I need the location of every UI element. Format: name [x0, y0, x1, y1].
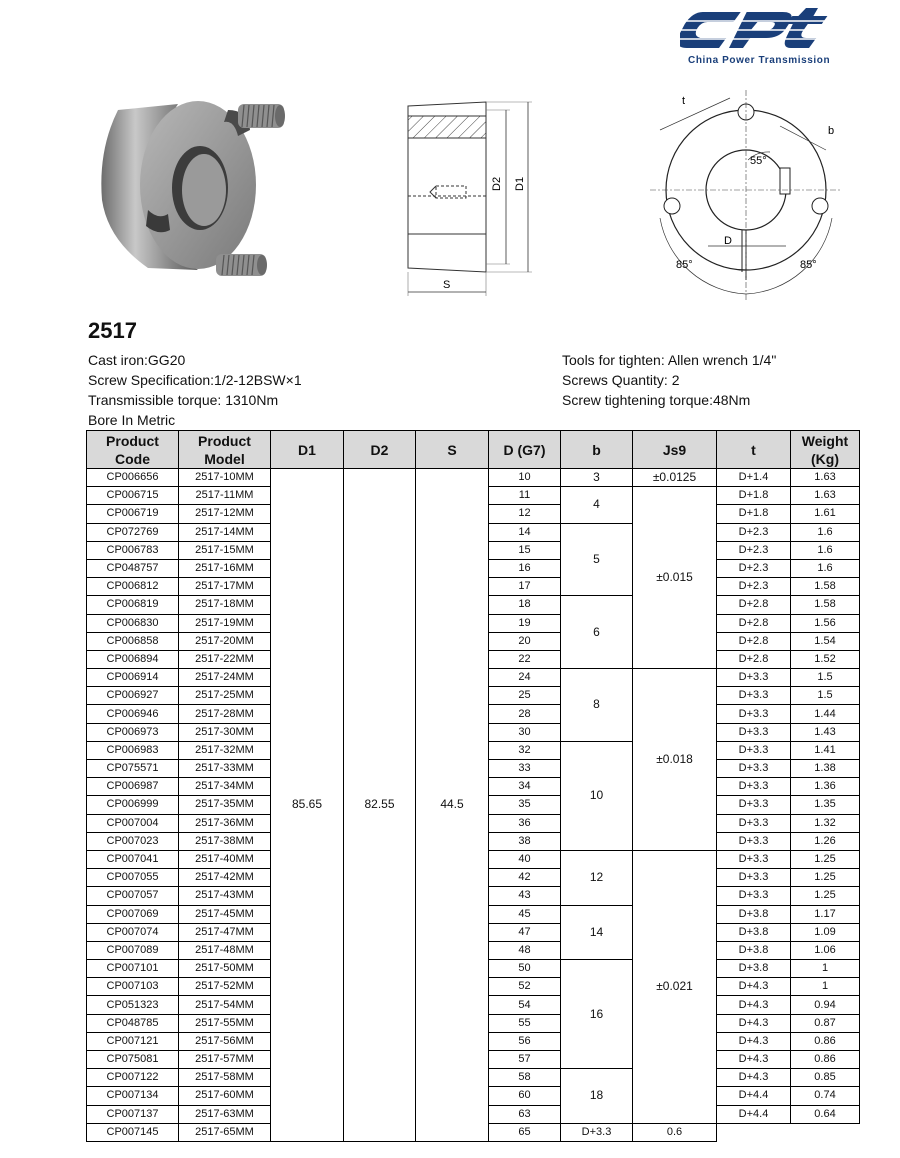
- product-code-cell: CP007074: [87, 923, 179, 941]
- bore-d-cell: 54: [489, 996, 561, 1014]
- product-code-cell: CP006819: [87, 596, 179, 614]
- weight-cell: 1.54: [791, 632, 860, 650]
- t-cell: D+4.3: [717, 1032, 791, 1050]
- bore-d-cell: 25: [489, 687, 561, 705]
- product-code-cell: CP006914: [87, 669, 179, 687]
- bushing-front-drawing: [630, 90, 860, 310]
- t-cell: D+4.3: [717, 978, 791, 996]
- t-cell: D+2.8: [717, 650, 791, 668]
- weight-cell: 1.25: [791, 850, 860, 868]
- bore-d-cell: 35: [489, 796, 561, 814]
- dimension-table: [86, 430, 860, 1142]
- product-model-cell: 2517-40MM: [179, 850, 271, 868]
- spec-list-right: [562, 350, 776, 410]
- t-cell: D+3.3: [717, 705, 791, 723]
- product-model-cell: 2517-65MM: [179, 1123, 271, 1141]
- bore-d-cell: 17: [489, 578, 561, 596]
- weight-cell: 1.5: [791, 687, 860, 705]
- label-t: t: [682, 95, 686, 107]
- header-cell: Product Model: [179, 431, 271, 469]
- weight-cell: 1.25: [791, 869, 860, 887]
- t-cell: D+2.3: [717, 523, 791, 541]
- product-model-cell: 2517-35MM: [179, 796, 271, 814]
- label-s: S: [443, 279, 451, 291]
- header-cell: b: [561, 431, 633, 469]
- t-cell: D+4.3: [717, 1014, 791, 1032]
- weight-cell: 0.74: [791, 1087, 860, 1105]
- weight-cell: 1.44: [791, 705, 860, 723]
- product-model-cell: 2517-58MM: [179, 1069, 271, 1087]
- weight-cell: 1.41: [791, 741, 860, 759]
- t-cell: D+4.3: [717, 996, 791, 1014]
- product-code-cell: CP007103: [87, 978, 179, 996]
- keyway-b-cell: 3: [561, 469, 633, 487]
- keyway-b-cell: 10: [561, 741, 633, 850]
- weight-cell: 1.63: [791, 469, 860, 487]
- table-header-row: [87, 431, 860, 469]
- js9-cell: ±0.021: [633, 850, 717, 1123]
- bore-d-cell: 11: [489, 487, 561, 505]
- t-cell: D+3.8: [717, 941, 791, 959]
- product-model-cell: 2517-18MM: [179, 596, 271, 614]
- product-model-cell: 2517-55MM: [179, 1014, 271, 1032]
- product-code-cell: CP006894: [87, 650, 179, 668]
- weight-cell: 0.64: [791, 1105, 860, 1123]
- product-model-cell: 2517-60MM: [179, 1087, 271, 1105]
- t-cell: D+3.3: [717, 850, 791, 868]
- weight-cell: 1.26: [791, 832, 860, 850]
- t-cell: D+4.3: [717, 1069, 791, 1087]
- weight-cell: 1.58: [791, 578, 860, 596]
- bore-d-cell: 33: [489, 760, 561, 778]
- bore-d-cell: 38: [489, 832, 561, 850]
- bore-d-cell: 10: [489, 469, 561, 487]
- weight-cell: 1.52: [791, 650, 860, 668]
- product-model-cell: 2517-52MM: [179, 978, 271, 996]
- product-model-cell: 2517-48MM: [179, 941, 271, 959]
- bore-d-cell: 19: [489, 614, 561, 632]
- t-cell: D+3.3: [717, 869, 791, 887]
- product-code-cell: CP006812: [87, 578, 179, 596]
- product-code-cell: CP007134: [87, 1087, 179, 1105]
- t-cell: D+4.3: [717, 1051, 791, 1069]
- t-cell: D+1.8: [717, 487, 791, 505]
- product-model-cell: 2517-45MM: [179, 905, 271, 923]
- table-body: [87, 469, 860, 1142]
- t-cell: D+3.8: [717, 905, 791, 923]
- bore-d-cell: 58: [489, 1069, 561, 1087]
- weight-cell: 1.32: [791, 814, 860, 832]
- bore-d-cell: 65: [489, 1123, 561, 1141]
- js9-cell: ±0.015: [633, 487, 717, 669]
- js9-cell: ±0.0125: [633, 469, 717, 487]
- t-cell: D+3.3: [717, 687, 791, 705]
- t-cell: D+3.3: [717, 778, 791, 796]
- header-cell: D1: [271, 431, 344, 469]
- product-model-cell: 2517-63MM: [179, 1105, 271, 1123]
- label-d1: D1: [514, 176, 526, 191]
- weight-cell: 1.38: [791, 760, 860, 778]
- weight-cell: 1.17: [791, 905, 860, 923]
- weight-cell: 0.94: [791, 996, 860, 1014]
- header-cell: S: [416, 431, 489, 469]
- header-cell: D (G7): [489, 431, 561, 469]
- brand-logo: [680, 8, 860, 70]
- spec-screw: Screw Specification:1/2-12BSW×1: [88, 372, 302, 388]
- product-model-cell: 2517-19MM: [179, 614, 271, 632]
- t-cell: D+3.8: [717, 923, 791, 941]
- weight-cell: 1.36: [791, 778, 860, 796]
- label-angle-55: 55°: [750, 155, 767, 167]
- product-code-cell: CP007057: [87, 887, 179, 905]
- keyway-b-cell: 8: [561, 669, 633, 742]
- label-angle-85-right: 85°: [800, 259, 817, 271]
- product-code-cell: CP007023: [87, 832, 179, 850]
- product-model-cell: 2517-11MM: [179, 487, 271, 505]
- s-cell: 44.5: [416, 469, 489, 1142]
- weight-cell: 0.86: [791, 1051, 860, 1069]
- bore-d-cell: 43: [489, 887, 561, 905]
- product-code-cell: CP007055: [87, 869, 179, 887]
- bore-d-cell: 30: [489, 723, 561, 741]
- spec-bore: Bore In Metric: [88, 412, 176, 428]
- t-cell: D+1.4: [717, 469, 791, 487]
- t-cell: D+3.3: [717, 760, 791, 778]
- bore-d-cell: 36: [489, 814, 561, 832]
- js9-cell: ±0.018: [633, 669, 717, 851]
- weight-cell: 0.87: [791, 1014, 860, 1032]
- label-d: D: [724, 235, 732, 247]
- product-code-cell: CP007089: [87, 941, 179, 959]
- bore-d-cell: 63: [489, 1105, 561, 1123]
- bore-d-cell: 16: [489, 559, 561, 577]
- bore-d-cell: 45: [489, 905, 561, 923]
- bore-d-cell: 22: [489, 650, 561, 668]
- t-cell: D+1.8: [717, 505, 791, 523]
- product-model-cell: 2517-20MM: [179, 632, 271, 650]
- header-cell: t: [717, 431, 791, 469]
- product-code-cell: CP006783: [87, 541, 179, 559]
- product-model-cell: 2517-30MM: [179, 723, 271, 741]
- bore-d-cell: 52: [489, 978, 561, 996]
- product-code-cell: CP048785: [87, 1014, 179, 1032]
- keyway-b-cell: 12: [561, 850, 633, 905]
- t-cell: D+2.3: [717, 578, 791, 596]
- product-model-cell: 2517-34MM: [179, 778, 271, 796]
- spec-screw-qty: Screws Quantity: 2: [562, 372, 680, 388]
- product-code-cell: CP006927: [87, 687, 179, 705]
- bore-d-cell: 48: [489, 941, 561, 959]
- product-model-cell: 2517-42MM: [179, 869, 271, 887]
- weight-cell: 1.6: [791, 523, 860, 541]
- label-d2: D2: [491, 176, 503, 191]
- keyway-b-cell: 4: [561, 487, 633, 523]
- product-code-cell: CP075081: [87, 1051, 179, 1069]
- bore-d-cell: 14: [489, 523, 561, 541]
- header-cell: Js9: [633, 431, 717, 469]
- bore-d-cell: 28: [489, 705, 561, 723]
- bore-d-cell: 20: [489, 632, 561, 650]
- header-cell: Product Code: [87, 431, 179, 469]
- product-model-cell: 2517-36MM: [179, 814, 271, 832]
- keyway-b-cell: 16: [561, 960, 633, 1069]
- bore-d-cell: 34: [489, 778, 561, 796]
- bore-d-cell: 32: [489, 741, 561, 759]
- product-model-cell: 2517-12MM: [179, 505, 271, 523]
- weight-cell: 1.25: [791, 887, 860, 905]
- weight-cell: 1.58: [791, 596, 860, 614]
- table-row: [87, 469, 860, 487]
- d1-cell: 85.65: [271, 469, 344, 1142]
- weight-cell: 1.06: [791, 941, 860, 959]
- product-model-cell: 2517-43MM: [179, 887, 271, 905]
- bore-d-cell: 18: [489, 596, 561, 614]
- bushing-3d-image: [88, 90, 298, 290]
- weight-cell: 1.63: [791, 487, 860, 505]
- t-cell: D+4.4: [717, 1105, 791, 1123]
- t-cell: D+3.3: [717, 669, 791, 687]
- product-code-cell: CP007145: [87, 1123, 179, 1141]
- product-code-cell: CP006973: [87, 723, 179, 741]
- product-code-cell: CP007004: [87, 814, 179, 832]
- label-angle-85-left: 85°: [676, 259, 693, 271]
- product-model-cell: 2517-15MM: [179, 541, 271, 559]
- bore-d-cell: 47: [489, 923, 561, 941]
- product-code-cell: CP006999: [87, 796, 179, 814]
- spec-list-left: [88, 350, 302, 430]
- product-model-cell: 2517-25MM: [179, 687, 271, 705]
- product-model-cell: 2517-38MM: [179, 832, 271, 850]
- product-model-cell: 2517-32MM: [179, 741, 271, 759]
- product-code-cell: CP007101: [87, 960, 179, 978]
- product-model-cell: 2517-28MM: [179, 705, 271, 723]
- weight-cell: 0.85: [791, 1069, 860, 1087]
- t-cell: D+2.8: [717, 596, 791, 614]
- weight-cell: 1: [791, 960, 860, 978]
- weight-cell: 1.56: [791, 614, 860, 632]
- keyway-b-cell: 6: [561, 596, 633, 669]
- product-model-cell: 2517-17MM: [179, 578, 271, 596]
- t-cell: D+3.3: [717, 741, 791, 759]
- product-model-cell: 2517-50MM: [179, 960, 271, 978]
- weight-cell: 1.5: [791, 669, 860, 687]
- bore-d-cell: 60: [489, 1087, 561, 1105]
- product-code-cell: CP006656: [87, 469, 179, 487]
- t-cell: D+3.3: [717, 796, 791, 814]
- t-cell: D+3.3: [561, 1123, 633, 1141]
- weight-cell: 1.35: [791, 796, 860, 814]
- bore-d-cell: 56: [489, 1032, 561, 1050]
- product-code-cell: CP075571: [87, 760, 179, 778]
- bore-d-cell: 15: [489, 541, 561, 559]
- product-model-cell: 2517-57MM: [179, 1051, 271, 1069]
- label-b: b: [828, 125, 835, 137]
- weight-cell: 1.09: [791, 923, 860, 941]
- keyway-b-cell: 14: [561, 905, 633, 960]
- spec-screw-torque: Screw tightening torque:48Nm: [562, 392, 751, 408]
- model-title: 2517: [88, 318, 137, 343]
- keyway-b-cell: 18: [561, 1069, 633, 1124]
- t-cell: D+2.8: [717, 632, 791, 650]
- product-code-cell: CP006983: [87, 741, 179, 759]
- product-model-cell: 2517-56MM: [179, 1032, 271, 1050]
- product-model-cell: 2517-16MM: [179, 559, 271, 577]
- spec-torque: Transmissible torque: 1310Nm: [88, 392, 279, 408]
- bore-d-cell: 42: [489, 869, 561, 887]
- spec-tools: Tools for tighten: Allen wrench 1/4": [562, 352, 777, 368]
- bushing-section-drawing: [398, 96, 538, 302]
- t-cell: D+3.3: [717, 723, 791, 741]
- product-code-cell: CP007069: [87, 905, 179, 923]
- bore-d-cell: 12: [489, 505, 561, 523]
- bore-d-cell: 57: [489, 1051, 561, 1069]
- keyway-b-cell: 5: [561, 523, 633, 596]
- t-cell: D+2.3: [717, 541, 791, 559]
- weight-cell: 1.6: [791, 541, 860, 559]
- product-code-cell: CP006987: [87, 778, 179, 796]
- t-cell: D+3.3: [717, 887, 791, 905]
- bore-d-cell: 50: [489, 960, 561, 978]
- product-code-cell: CP007137: [87, 1105, 179, 1123]
- bore-d-cell: 40: [489, 850, 561, 868]
- t-cell: D+3.8: [717, 960, 791, 978]
- bore-d-cell: 24: [489, 669, 561, 687]
- bore-d-cell: 55: [489, 1014, 561, 1032]
- d2-cell: 82.55: [344, 469, 416, 1142]
- product-model-cell: 2517-22MM: [179, 650, 271, 668]
- t-cell: D+3.3: [717, 832, 791, 850]
- product-model-cell: 2517-14MM: [179, 523, 271, 541]
- product-code-cell: CP006858: [87, 632, 179, 650]
- weight-cell: 1.6: [791, 559, 860, 577]
- product-model-cell: 2517-47MM: [179, 923, 271, 941]
- weight-cell: 1.43: [791, 723, 860, 741]
- product-code-cell: CP051323: [87, 996, 179, 1014]
- weight-cell: 1.61: [791, 505, 860, 523]
- weight-cell: 1: [791, 978, 860, 996]
- product-code-cell: CP007041: [87, 850, 179, 868]
- weight-cell: 0.6: [633, 1123, 717, 1141]
- product-code-cell: CP006830: [87, 614, 179, 632]
- brand-tagline: China Power Transmission: [688, 55, 831, 66]
- product-code-cell: CP048757: [87, 559, 179, 577]
- product-code-cell: CP007122: [87, 1069, 179, 1087]
- cpt-logo-mark: [680, 8, 860, 54]
- weight-cell: 0.86: [791, 1032, 860, 1050]
- header-cell: Weight (Kg): [791, 431, 860, 469]
- product-model-cell: 2517-54MM: [179, 996, 271, 1014]
- t-cell: D+3.3: [717, 814, 791, 832]
- product-model-cell: 2517-10MM: [179, 469, 271, 487]
- t-cell: D+2.3: [717, 559, 791, 577]
- spec-material: Cast iron:GG20: [88, 352, 186, 368]
- product-code-cell: CP006946: [87, 705, 179, 723]
- product-code-cell: CP072769: [87, 523, 179, 541]
- product-code-cell: CP006719: [87, 505, 179, 523]
- t-cell: D+4.4: [717, 1087, 791, 1105]
- product-model-cell: 2517-33MM: [179, 760, 271, 778]
- t-cell: D+2.8: [717, 614, 791, 632]
- product-model-cell: 2517-24MM: [179, 669, 271, 687]
- product-code-cell: CP006715: [87, 487, 179, 505]
- product-code-cell: CP007121: [87, 1032, 179, 1050]
- header-cell: D2: [344, 431, 416, 469]
